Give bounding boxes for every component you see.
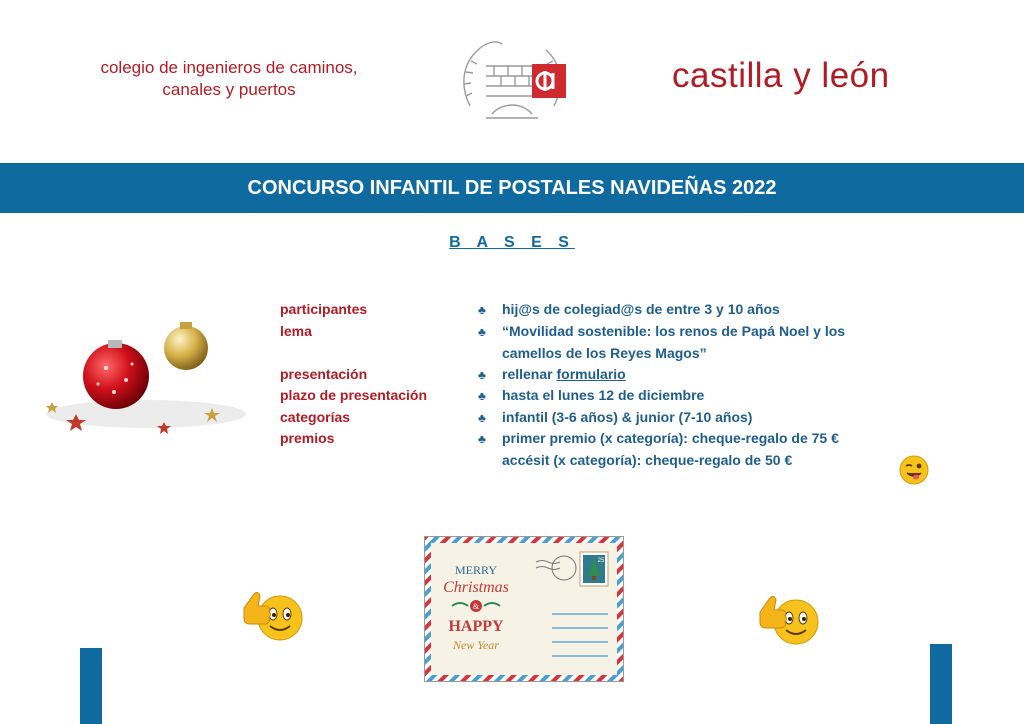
bullet-icon: ♣ [478,325,486,339]
text-premios-line2: accésit (x categoría): cheque-regalo de 50 € [502,452,793,468]
label-presentacion: presentación [280,366,368,382]
decorative-bar-right [930,644,952,724]
college-name-line2: canales y puertos [162,80,296,99]
label-categorias: categorías [280,409,351,425]
college-name [64,57,394,101]
stamp-value: 25 [597,558,605,564]
postcard-happy: HAPPY [448,618,504,635]
christmas-ornaments-icon [36,318,250,448]
bullet-icon: ♣ [478,411,486,425]
text-lema-line2: camellos de los Reyes Magos” [502,345,707,361]
text-participantes: hij@s de colegiad@s de entre 3 y 10 años [502,301,780,317]
label-lema: lema [280,323,312,339]
text-premios-line1: primer premio (x categoría): cheque-regalo de 75 € [502,430,839,446]
postcard-new-year: New Year [453,638,499,652]
college-name-line1: colegio de ingenieros de caminos, [100,58,358,77]
bullet-icon: ♣ [478,432,486,446]
label-participantes: participantes [280,301,368,317]
text-categorias: infantil (3-6 años) & junior (7-10 años) [502,409,753,425]
college-logo-icon [456,36,568,128]
bullet-icon: ♣ [478,389,486,403]
thumbs-up-emoji-icon [236,584,306,644]
postcard-merry: MERRY [454,563,498,577]
label-premios: premios [280,430,335,446]
region-name: castilla y león [672,56,890,95]
postcard-ampersand: & [472,602,480,611]
formulario-link[interactable]: formulario [556,366,626,382]
thumbs-up-emoji-icon [752,588,822,648]
winking-emoji-icon [899,455,929,485]
text-plazo: hasta el lunes 12 de diciembre [502,387,705,403]
bullet-icon: ♣ [478,303,486,317]
postcard-christmas: Christmas [443,579,509,596]
text-lema-line1: “Movilidad sostenible: los renos de Papá Noel y los [502,323,846,339]
bullet-icon: ♣ [478,368,486,382]
decorative-bar-left [80,648,102,724]
label-plazo: plazo de presentación [280,387,428,403]
bases-heading: B A S E S [449,234,575,251]
postcard-icon [424,536,624,682]
text-presentacion: rellenar formulario [502,366,626,382]
contest-title: CONCURSO INFANTIL DE POSTALES NAVIDEÑAS 2022 [247,177,777,199]
